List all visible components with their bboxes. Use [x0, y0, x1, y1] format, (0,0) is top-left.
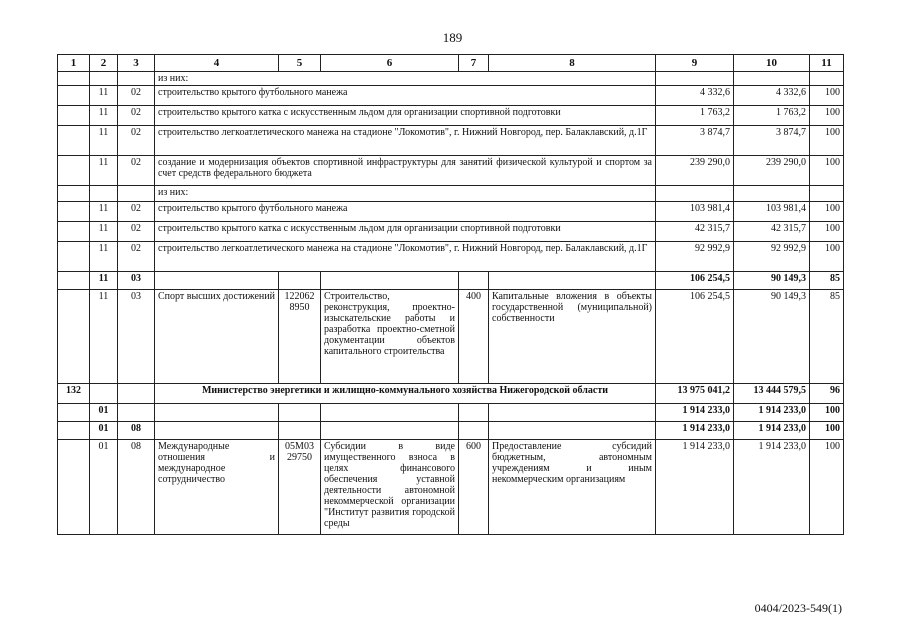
table-body	[58, 55, 844, 535]
col1-cell	[58, 422, 90, 440]
empty-cell	[321, 404, 459, 422]
table-row	[58, 106, 844, 126]
table-row	[58, 72, 844, 86]
description-cell: Субсидии в виде имущественного взноса в целях финансового обеспечения уставной деятельности автономной некоммерческой организации "Институт развития городской среды	[321, 440, 459, 535]
row-football-1-text: строительство крытого футбольного манежа	[155, 86, 656, 106]
percent-cell: 100	[810, 222, 844, 242]
col1-cell	[58, 222, 90, 242]
planned-value-cell	[656, 72, 734, 86]
percent-cell: 100	[810, 106, 844, 126]
section-cell: 11	[90, 202, 118, 222]
row-ice-1-text: строительство крытого катка с искусственным льдом для организации спортивной подготовки	[155, 106, 656, 126]
percent-cell: 100	[810, 242, 844, 272]
empty-cell	[321, 272, 459, 290]
empty-cell	[459, 422, 489, 440]
col1-cell	[58, 106, 90, 126]
header-cell: 4	[155, 55, 279, 72]
actual-value-cell	[734, 186, 810, 202]
table-row	[58, 384, 844, 404]
planned-value-cell: 1 914 233,0	[656, 404, 734, 422]
section-cell: 11	[90, 290, 118, 384]
header-cell: 1	[58, 55, 90, 72]
col1-cell	[58, 272, 90, 290]
expense-type-cell: 400	[459, 290, 489, 384]
section-cell: 11	[90, 242, 118, 272]
subsection-cell: 02	[118, 242, 155, 272]
planned-value-cell: 1 914 233,0	[656, 440, 734, 535]
actual-value-cell: 42 315,7	[734, 222, 810, 242]
section-cell: 11	[90, 126, 118, 156]
header-row	[58, 55, 844, 72]
actual-value-cell: 103 981,4	[734, 202, 810, 222]
subsection-cell: 02	[118, 202, 155, 222]
section-cell: 11	[90, 86, 118, 106]
table-row	[58, 242, 844, 272]
planned-value-cell	[656, 186, 734, 202]
empty-cell	[155, 422, 279, 440]
col1-cell	[58, 202, 90, 222]
actual-value-cell: 3 874,7	[734, 126, 810, 156]
table-row	[58, 290, 844, 384]
percent-cell	[810, 186, 844, 202]
empty-cell	[459, 404, 489, 422]
header-cell: 8	[489, 55, 656, 72]
subsection-cell: 02	[118, 106, 155, 126]
actual-value-cell: 1 763,2	[734, 106, 810, 126]
header-cell: 7	[459, 55, 489, 72]
program-cell: Спорт высших достижений	[155, 290, 279, 384]
actual-value-cell: 4 332,6	[734, 86, 810, 106]
page-number: 189	[442, 30, 463, 45]
subsection-cell: 03	[118, 290, 155, 384]
actual-value-cell: 1 914 233,0	[734, 404, 810, 422]
subsection-cell: 02	[118, 126, 155, 156]
subsection-cell	[118, 404, 155, 422]
subsection-cell	[118, 186, 155, 202]
empty-cell	[279, 272, 321, 290]
table-row	[58, 222, 844, 242]
subsection-cell: 08	[118, 440, 155, 535]
section-cell: 01	[90, 440, 118, 535]
section-cell: 11	[90, 106, 118, 126]
col1-cell	[58, 242, 90, 272]
percent-cell: 100	[810, 440, 844, 535]
section-cell	[90, 384, 118, 404]
percent-cell: 100	[810, 404, 844, 422]
header-cell: 11	[810, 55, 844, 72]
header-cell: 9	[656, 55, 734, 72]
table-row	[58, 440, 844, 535]
table-row	[58, 404, 844, 422]
row-athletics-2-text: строительство легкоатлетического манежа на стадионе "Локомотив", г. Нижний Новгород, пер. Балаклавский, д.1Г	[155, 242, 656, 272]
actual-value-cell: 13 444 579,5	[734, 384, 810, 404]
col1-cell	[58, 186, 90, 202]
percent-cell: 85	[810, 272, 844, 290]
planned-value-cell: 42 315,7	[656, 222, 734, 242]
budget-table	[57, 54, 844, 535]
header-cell: 10	[734, 55, 810, 72]
iz-nih-2-text: из них:	[155, 186, 656, 202]
col1-cell	[58, 86, 90, 106]
section-cell: 11	[90, 156, 118, 186]
row-ministry-text: Министерство энергетики и жилищно-коммунального хозяйства Нижегородской области	[155, 384, 656, 404]
expense-type-cell: 600	[459, 440, 489, 535]
header-cell: 6	[321, 55, 459, 72]
subsection-cell: 02	[118, 156, 155, 186]
subsection-cell	[118, 72, 155, 86]
table-row	[58, 272, 844, 290]
planned-value-cell: 106 254,5	[656, 290, 734, 384]
target-code-cell: 122062 8950	[279, 290, 321, 384]
actual-value-cell: 239 290,0	[734, 156, 810, 186]
target-code-cell: 05М03 29750	[279, 440, 321, 535]
section-cell: 11	[90, 272, 118, 290]
planned-value-cell: 3 874,7	[656, 126, 734, 156]
section-cell: 11	[90, 222, 118, 242]
description-cell: Строительство, реконструкция, проектно-изыскательские работы и разработка проектно-сметной документации объектов капитального строительства	[321, 290, 459, 384]
actual-value-cell: 92 992,9	[734, 242, 810, 272]
header-cell: 2	[90, 55, 118, 72]
subsection-cell: 03	[118, 272, 155, 290]
actual-value-cell: 1 914 233,0	[734, 422, 810, 440]
table-row	[58, 86, 844, 106]
program-cell: Международные отношения и международное сотрудничество	[155, 440, 279, 535]
header-cell: 5	[279, 55, 321, 72]
empty-cell	[321, 422, 459, 440]
col1-cell: 132	[58, 384, 90, 404]
planned-value-cell: 106 254,5	[656, 272, 734, 290]
empty-cell	[155, 404, 279, 422]
empty-cell	[155, 272, 279, 290]
percent-cell: 100	[810, 202, 844, 222]
iz-nih-1-text: из них:	[155, 72, 656, 86]
percent-cell: 96	[810, 384, 844, 404]
row-athletics-1-text: строительство легкоатлетического манежа на стадионе "Локомотив", г. Нижний Новгород, пер. Балаклавский, д.1Г	[155, 126, 656, 156]
subsection-cell: 02	[118, 222, 155, 242]
col1-cell	[58, 404, 90, 422]
planned-value-cell: 13 975 041,2	[656, 384, 734, 404]
percent-cell: 100	[810, 156, 844, 186]
actual-value-cell	[734, 72, 810, 86]
empty-cell	[279, 404, 321, 422]
col1-cell	[58, 440, 90, 535]
empty-cell	[489, 404, 656, 422]
document-code: 0404/2023-549(1)	[754, 601, 842, 615]
table-row	[58, 186, 844, 202]
section-cell: 01	[90, 404, 118, 422]
planned-value-cell: 92 992,9	[656, 242, 734, 272]
header-cell: 3	[118, 55, 155, 72]
empty-cell	[279, 422, 321, 440]
actual-value-cell: 90 149,3	[734, 272, 810, 290]
percent-cell: 100	[810, 126, 844, 156]
col1-cell	[58, 126, 90, 156]
section-cell	[90, 186, 118, 202]
subsection-cell	[118, 384, 155, 404]
subsection-cell: 08	[118, 422, 155, 440]
percent-cell	[810, 72, 844, 86]
percent-cell: 85	[810, 290, 844, 384]
expense-name-cell: Капитальные вложения в объекты государственной (муниципальной) собственности	[489, 290, 656, 384]
expense-name-cell: Предоставление субсидий бюджетным, автономным учреждениям и иным некоммерческим организациям	[489, 440, 656, 535]
table-row	[58, 156, 844, 186]
col1-cell	[58, 72, 90, 86]
row-ice-2-text: строительство крытого катка с искусственным льдом для организации спортивной подготовки	[155, 222, 656, 242]
empty-cell	[459, 272, 489, 290]
percent-cell: 100	[810, 86, 844, 106]
empty-cell	[489, 422, 656, 440]
table-row	[58, 126, 844, 156]
table-row	[58, 202, 844, 222]
subsection-cell: 02	[118, 86, 155, 106]
planned-value-cell: 1 763,2	[656, 106, 734, 126]
actual-value-cell: 90 149,3	[734, 290, 810, 384]
section-cell	[90, 72, 118, 86]
planned-value-cell: 4 332,6	[656, 86, 734, 106]
planned-value-cell: 103 981,4	[656, 202, 734, 222]
table-row	[58, 422, 844, 440]
planned-value-cell: 239 290,0	[656, 156, 734, 186]
row-modernization-text: создание и модернизация объектов спортивной инфраструктуры для занятий физической культурой и спортом за счет средств федерального бюджета	[155, 156, 656, 186]
col1-cell	[58, 156, 90, 186]
actual-value-cell: 1 914 233,0	[734, 440, 810, 535]
percent-cell: 100	[810, 422, 844, 440]
row-football-2-text: строительство крытого футбольного манежа	[155, 202, 656, 222]
empty-cell	[489, 272, 656, 290]
planned-value-cell: 1 914 233,0	[656, 422, 734, 440]
section-cell: 01	[90, 422, 118, 440]
col1-cell	[58, 290, 90, 384]
